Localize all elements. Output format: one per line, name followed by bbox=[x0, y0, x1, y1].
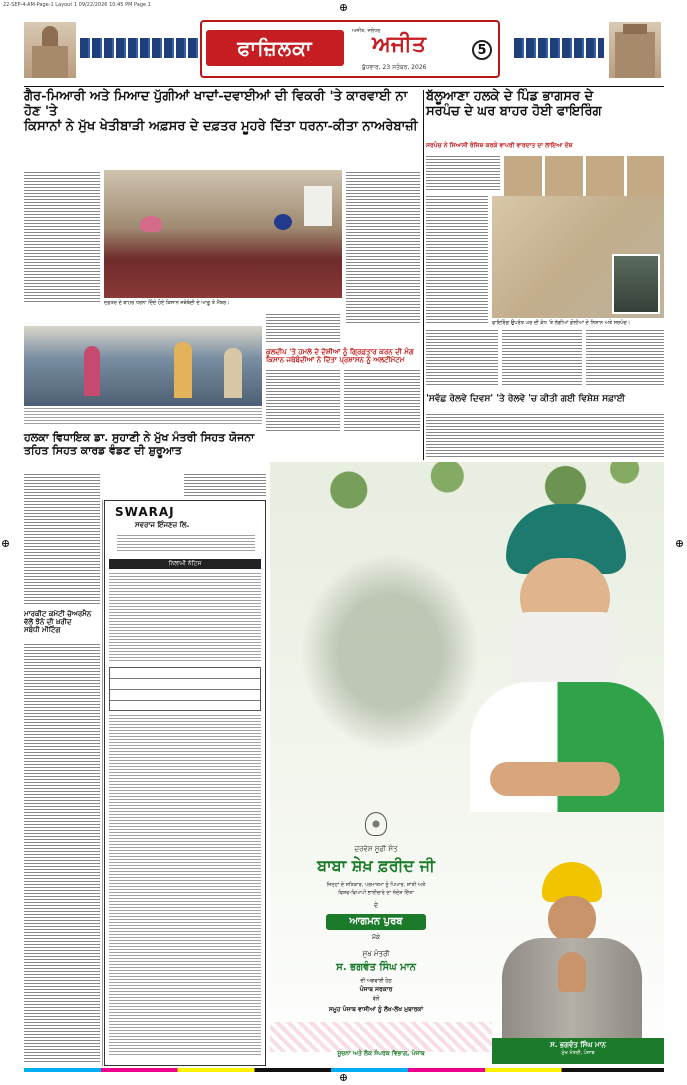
tender-ad-notice-title: ਨਿਲਾਮੀ ਨੋਟਿਸ bbox=[109, 559, 261, 569]
masthead-nameplate bbox=[200, 20, 500, 78]
masthead-paper-name: ਅਜੀਤ bbox=[372, 32, 426, 57]
govt-ad-title-small: ਦਰਵੇਸ਼ ਸੂਫ਼ੀ ਸੰਤ bbox=[354, 845, 398, 853]
story2-headline bbox=[426, 90, 664, 120]
story6-headline-line1: ਮਾਰਕੀਟ ਕਮੇਟੀ ਚੇਅਰਮੈਨ bbox=[24, 609, 92, 618]
rule-vertical-lower bbox=[102, 500, 103, 1066]
story4-text-col1 bbox=[266, 370, 340, 432]
tender-ad-body2 bbox=[109, 715, 261, 1055]
story4-headline-line2: ਕਿਸਾਨ ਜਥੇਬੰਦੀਆਂ ਨੇ ਦਿੱਤਾ ਪ੍ਰਸ਼ਾਸਨ ਨੂੰ ਅਲਟੀਮੇਟਮ bbox=[266, 355, 405, 365]
rule-masthead bbox=[24, 86, 664, 87]
story4-text-col2 bbox=[344, 370, 420, 432]
story2-headline-line1: ਬੱਲੂਆਣਾ ਹਲਕੇ ਦੇ ਪਿੰਡ ਭਾਗਸਰ ਦੇ bbox=[426, 89, 594, 104]
tender-ad bbox=[104, 500, 266, 1066]
registration-mark-left bbox=[2, 540, 9, 547]
story4-headline bbox=[266, 348, 420, 364]
story4-headline-line1: ਕੁਲਦੀਪ 'ਤੇ ਹਮਲੇ ਦੇ ਦੋਸ਼ੀਆਂ ਨੂੰ ਗ੍ਰਿਫ਼ਤਾਰ ਕਰਨ ਦੀ ਮੰਗ bbox=[266, 347, 414, 356]
story2-headline-line2: ਸਰਪੰਚ ਦੇ ਘਰ ਬਾਹਰ ਹੋਈ ਫਾਇਰਿੰਗ bbox=[426, 103, 602, 119]
story1-text-col1 bbox=[24, 172, 100, 304]
masthead-edition: ਫਾਜ਼ਿਲਕਾ bbox=[206, 30, 344, 66]
govt-ad-govt: ਪੰਜਾਬ ਸਰਕਾਰ bbox=[359, 986, 393, 993]
tender-ad-body bbox=[109, 573, 261, 663]
story3-text-col1 bbox=[24, 474, 100, 606]
punjab-emblem-icon bbox=[365, 812, 387, 836]
story3-photo bbox=[24, 326, 262, 406]
page-slug: 22-SEP-4-AM-Page-1 Layout 1 09/22/2026 10:45 PM Page 1 bbox=[3, 2, 151, 8]
govt-ad-vallon: ਵੱਲੋਂ bbox=[372, 996, 380, 1002]
story6-headline-line3: ਸਬੰਧੀ ਮੀਟਿੰਗ bbox=[24, 625, 61, 635]
cm-photo bbox=[492, 862, 652, 1038]
story4-text-left bbox=[266, 314, 340, 344]
story6-text bbox=[24, 644, 100, 1064]
story1-photo-caption: ਦਫ਼ਤਰ ਦੇ ਬਾਹਰ ਧਰਨਾ ਦਿੰਦੇ ਹੋਏ ਕਿਸਾਨ ਜਥੇਬੰਦੀ ਦੇ ਆਗੂ ਤੇ ਮੈਂਬਰ। bbox=[104, 300, 230, 306]
story3-caption-lines bbox=[24, 408, 262, 424]
govt-ad-cm-title: ਮੁੱਖ ਮੰਤਰੀ bbox=[362, 950, 390, 958]
cm-caption bbox=[492, 1038, 664, 1064]
story2-subhead: ਸਰਪੰਚ ਨੇ ਸਿਆਸੀ ਰੰਜਿਸ਼ ਕਰਕੇ ਵਾਪਰੀ ਵਾਰਦਾਤ ਦਾ ਲਾਇਆ ਦੋਸ਼ bbox=[426, 142, 573, 149]
color-calibration-bar bbox=[24, 1068, 664, 1072]
tender-ad-brand: SWARAJ bbox=[115, 505, 175, 519]
govt-ad-title-main: ਬਾਬਾ ਸ਼ੇਖ਼ ਫ਼ਰੀਦ ਜੀ bbox=[317, 856, 435, 875]
story3-headline bbox=[24, 432, 420, 457]
govt-ad-greeting: ਸਮੂਹ ਪੰਜਾਬ ਵਾਸੀਆਂ ਨੂੰ ਲੱਖ-ਲੱਖ ਮੁਬਾਰਕਾਂ bbox=[328, 1006, 424, 1013]
story2-text-col1 bbox=[426, 156, 500, 192]
story1-photo bbox=[104, 170, 342, 298]
story2-photo bbox=[492, 196, 664, 318]
story6-headline bbox=[24, 610, 100, 634]
story2-text-col4 bbox=[586, 330, 664, 386]
cm-hands bbox=[558, 952, 586, 992]
govt-ad-cm-lead: ਦੀ ਅਗਵਾਈ ਹੇਠ bbox=[360, 978, 392, 984]
story3-headline-line1: ਹਲਕਾ ਵਿਧਾਇਕ ਡਾ. ਸੁਹਾਣੀ ਨੇ ਮੁੱਖ ਮੰਤਰੀ ਸਿਹਤ ਯੋਜਨਾ bbox=[24, 431, 255, 444]
story2-text-col3 bbox=[502, 330, 582, 386]
govt-ad-line1: ਜਿਨ੍ਹਾਂ ਦੇ ਸਤਿਕਾਰ, ਪਰਮਾਤਮਾ ਨੂੰ ਪਿਆਰ, ਸ਼ਾਂਤੀ ਅਤੇ bbox=[326, 882, 426, 888]
govt-ad-occasion: ਆਗਮਨ ਪੁਰਬ bbox=[326, 914, 426, 930]
story5-text bbox=[426, 414, 664, 458]
cm-caption-name: ਸ. ਭਗਵੰਤ ਸਿੰਘ ਮਾਨ bbox=[550, 1041, 606, 1049]
govt-ad-mauke: ਮੌਕੇ bbox=[371, 934, 381, 941]
story1-text-col2 bbox=[346, 172, 420, 324]
govt-ad bbox=[270, 462, 664, 1066]
story2-text-col1b bbox=[426, 196, 488, 324]
rule-vertical-main bbox=[423, 90, 424, 460]
masthead-date: ਬੁੱਧਵਾਰ, 23 ਸਤੰਬਰ, 2026 bbox=[362, 64, 427, 71]
story1-headline-line1: ਗੈਰ-ਮਿਆਰੀ ਅਤੇ ਮਿਆਦ ਪੁੱਗੀਆਂ ਖਾਦਾਂ-ਦਵਾਈਆਂ ਦੀ ਵਿਕਰੀ 'ਤੇ ਕਾਰਵਾਈ ਨਾ ਹੋਣ 'ਤੇ bbox=[24, 89, 408, 119]
govt-ad-background-figures bbox=[300, 552, 480, 752]
story2-inset-photo bbox=[612, 254, 660, 314]
story1-headline bbox=[24, 90, 420, 135]
saint-illustration bbox=[470, 482, 664, 812]
govt-ad-dept: ਸੂਚਨਾ ਅਤੇ ਲੋਕ ਸੰਪਰਕ ਵਿਭਾਗ, ਪੰਜਾਬ bbox=[337, 1050, 425, 1057]
masthead-band-right bbox=[514, 38, 604, 58]
masthead-tagline: ਅਜੀਤ, ਜਲੰਧਰ bbox=[352, 28, 381, 34]
registration-mark-right bbox=[676, 540, 683, 547]
cm-face bbox=[548, 896, 596, 942]
page-number: 5 bbox=[472, 40, 492, 60]
cm-caption-title: ਮੁੱਖ ਮੰਤਰੀ, ਪੰਜਾਬ bbox=[561, 1050, 595, 1056]
story3-headline-line2: ਤਹਿਤ ਸਿਹਤ ਕਾਰਡ ਵੰਡਣ ਦੀ ਸ਼ੁਰੂਆਤ bbox=[24, 443, 182, 457]
govt-ad-flowers bbox=[270, 1022, 492, 1052]
masthead bbox=[24, 16, 661, 82]
saint-hands bbox=[490, 762, 620, 796]
story3-text-col2 bbox=[184, 474, 266, 498]
story1-headline-line2: ਕਿਸਾਨਾਂ ਨੇ ਮੁੱਖ ਖੇਤੀਬਾੜੀ ਅਫ਼ਸਰ ਦੇ ਦਫ਼ਤਰ ਮੂਹਰੇ ਦਿੱਤਾ ਧਰਨਾ-ਕੀਤਾ ਨਾਅਰੇਬਾਜ਼ੀ bbox=[24, 118, 418, 134]
registration-mark-top bbox=[340, 4, 347, 11]
story2-text-col2 bbox=[426, 330, 498, 386]
story6-headline-line2: ਵੱਲੋਂ ਝੋਨੇ ਦੀ ਖ਼ਰੀਦ bbox=[24, 617, 72, 627]
story5-headline: 'ਸਵੱਛ ਰੇਲਵੇ ਦਿਵਸ' 'ਤੇ ਰੇਲਵੇ 'ਚ ਕੀਤੀ ਗਈ ਵਿਸ਼ੇਸ਼ ਸਫ਼ਾਈ bbox=[426, 394, 625, 404]
masthead-monument-right bbox=[609, 22, 661, 78]
govt-ad-cm-name: ਸ. ਭਗਵੰਤ ਸਿੰਘ ਮਾਨ bbox=[336, 962, 416, 973]
masthead-monument-left bbox=[24, 22, 76, 78]
govt-ad-de: ਦੇ bbox=[374, 902, 378, 909]
govt-ad-line2: ਵਿਸ਼ਵ-ਵਿਆਪੀ ਭਾਈਚਾਰੇ ਦਾ ਸੰਦੇਸ਼ ਦਿੱਤਾ bbox=[338, 890, 414, 896]
tender-ad-address bbox=[117, 535, 255, 553]
story2-photo-caption: ਫਾਇਰਿੰਗ ਉਪਰੰਤ ਘਰ ਦੀ ਕੰਧ 'ਤੇ ਲੱਗੀਆਂ ਗੋਲੀਆਂ ਦੇ ਨਿਸ਼ਾਨ ਅਤੇ ਸਰਪੰਚ। bbox=[492, 320, 631, 326]
registration-mark-bottom bbox=[340, 1074, 347, 1081]
tender-ad-table bbox=[109, 667, 261, 711]
story2-thumbs bbox=[504, 156, 664, 196]
tender-ad-company: ਸਵਰਾਜ ਇੰਜਣਜ਼ ਲਿ. bbox=[135, 521, 190, 529]
